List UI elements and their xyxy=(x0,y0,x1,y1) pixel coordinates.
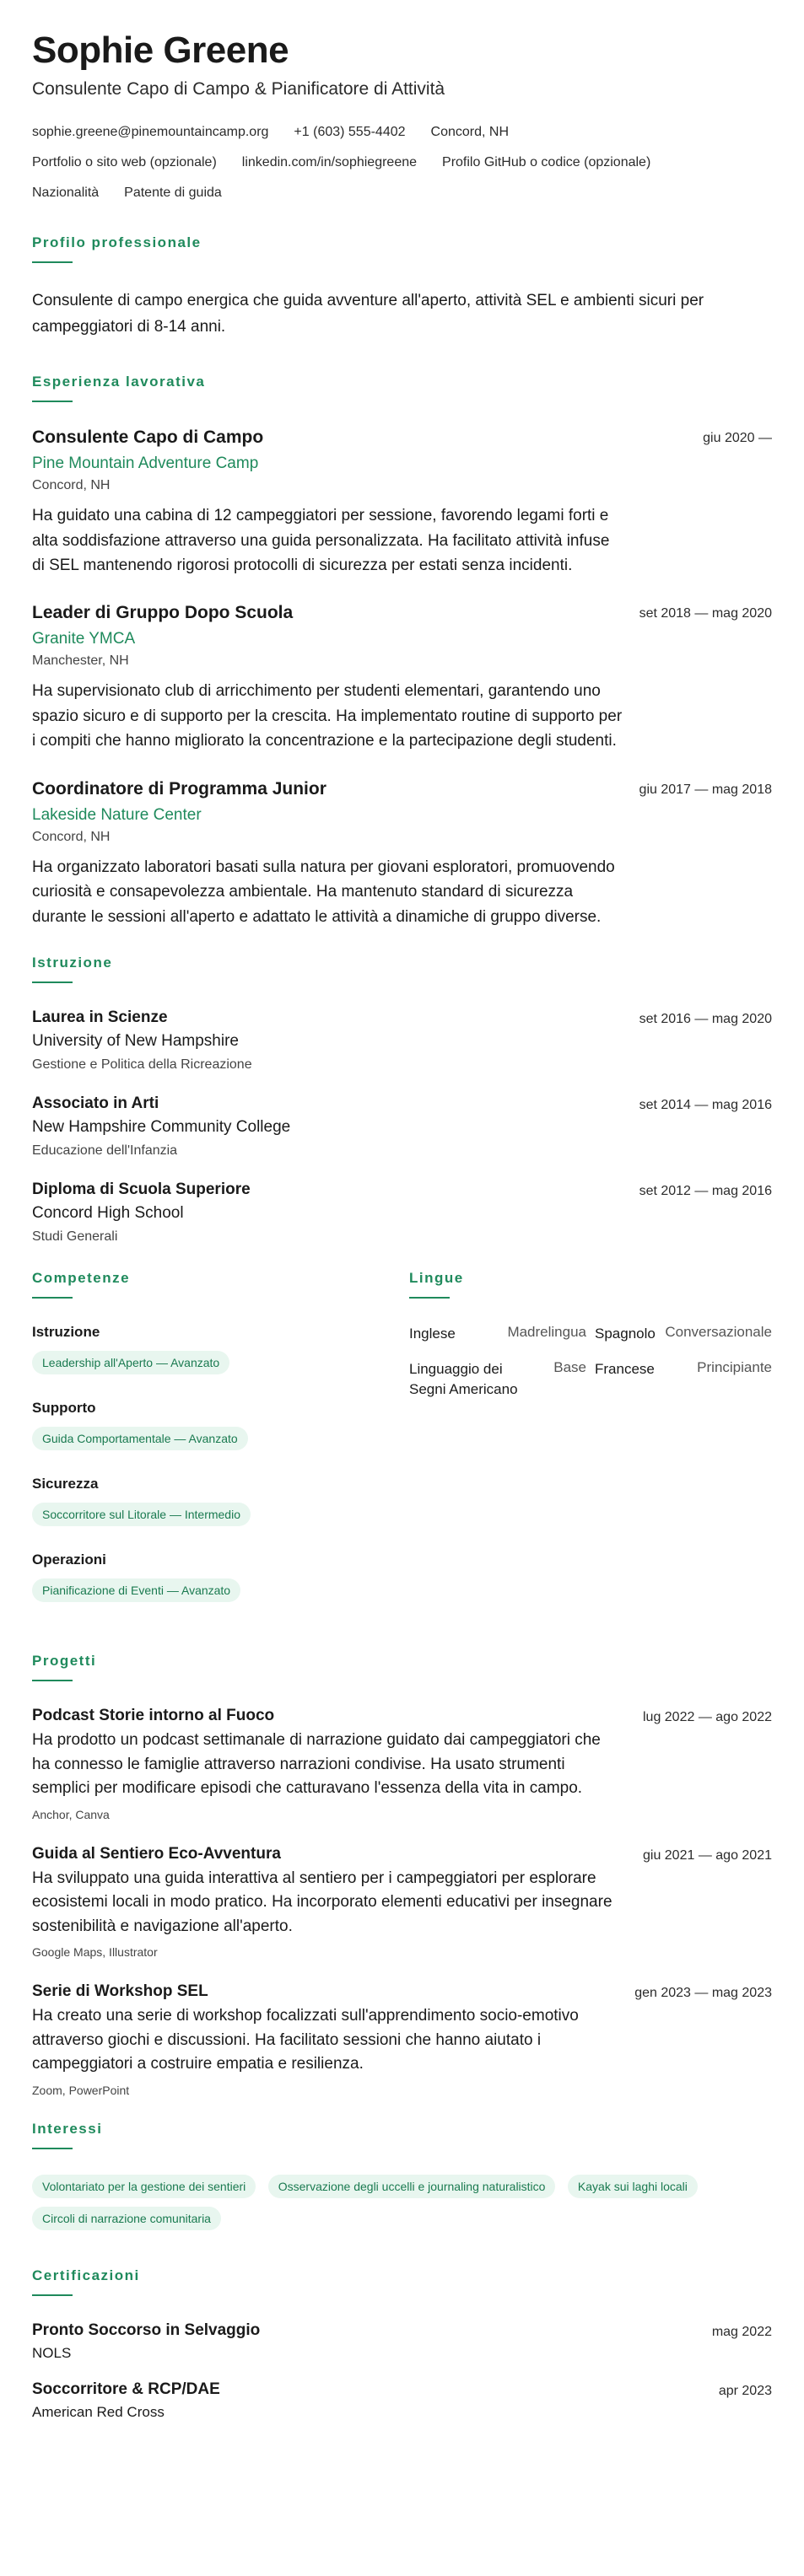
contact-driving-license: Patente di guida xyxy=(124,186,222,201)
degree-name: Laurea in Scienze xyxy=(32,1008,168,1027)
candidate-headline: Consulente Capo di Campo & Pianificatore di Attività xyxy=(32,79,445,99)
language-row xyxy=(409,1359,772,1400)
section-divider xyxy=(32,401,73,402)
education-section xyxy=(32,955,772,1245)
language-item xyxy=(595,1324,772,1344)
language-level: Madrelingua xyxy=(507,1324,586,1341)
language-name: Inglese xyxy=(409,1326,456,1342)
language-level: Conversazionale xyxy=(665,1324,772,1341)
field-of-study: Studi Generali xyxy=(32,1229,118,1245)
job-dates: giu 2020 — xyxy=(703,431,772,446)
school-name: New Hampshire Community College xyxy=(32,1118,291,1137)
interest-pill: Volontariato per la gestione dei sentieri xyxy=(32,2175,256,2198)
contact-email[interactable]: sophie.greene@pinemountaincamp.org xyxy=(32,125,269,140)
section-title-experience: Esperienza lavorativa xyxy=(32,374,206,390)
project-title: Guida al Sentiero Eco-Avventura xyxy=(32,1844,281,1863)
skill-group xyxy=(32,1552,403,1611)
job-description: Ha guidato una cabina di 12 campeggiatori per sessione, favorendo legami forti e alta soddisfazione attraverso una guida personalizzata. Ha facilitato attività infuse di SEL mantenendo rigorosi protocolli di sicurezza per estati senza incidenti. xyxy=(32,507,610,575)
certification-issuer: American Red Cross xyxy=(32,2403,165,2420)
job-description: Ha organizzato laboratori basati sulla natura per giovani esploratori, promuovendo curiosità e consapevolezza ambientale. Ha mantenuto standard di sicurezza durante le sessioni all'aperto e adattato le attività a dinamiche di gruppo diverse. xyxy=(32,858,615,926)
education-entry xyxy=(32,1008,772,1073)
experience-section xyxy=(32,374,772,929)
skill-category: Istruzione xyxy=(32,1324,100,1341)
skills-languages-row xyxy=(32,1270,772,1627)
education-entry xyxy=(32,1094,772,1159)
project-description: Ha sviluppato una guida interattiva al sentiero per i campeggiatori per esplorare ecosistemi locali in modo pratico. Ha incorporato elementi educativi per insegnare sostenibilità e navigazione all'aperto. xyxy=(32,1869,612,1935)
language-name: Linguaggio dei Segni Americano xyxy=(409,1360,518,1397)
job-title: Leader di Gruppo Dopo Scuola xyxy=(32,603,294,623)
projects-section xyxy=(32,1653,772,2097)
project-description: Ha prodotto un podcast settimanale di narrazione guidato dai campeggiatori che ha connesso le famiglie attraverso narrazioni condivise. Ha usato strumenti semplici per modificare episodi che catturavano l'essenza della vita in campo. xyxy=(32,1731,601,1798)
school-name: University of New Hampshire xyxy=(32,1032,239,1051)
summary-section xyxy=(32,234,772,340)
certification-name: Soccorritore & RCP/DAE xyxy=(32,2380,220,2398)
project-title: Serie di Workshop SEL xyxy=(32,1982,208,2001)
job-location: Manchester, NH xyxy=(32,653,129,669)
contact-portfolio[interactable]: Portfolio o sito web (opzionale) xyxy=(32,155,217,170)
certification-name: Pronto Soccorso in Selvaggio xyxy=(32,2321,261,2339)
section-title-languages: Lingue xyxy=(409,1270,464,1287)
section-title-skills: Competenze xyxy=(32,1270,131,1287)
school-name: Concord High School xyxy=(32,1204,184,1223)
project-tools: Zoom, PowerPoint xyxy=(32,2083,130,2097)
summary-text: Consulente di campo energica che guida avventure all'aperto, attività SEL e ambienti sicuri per campeggiatori di 8-14 anni. xyxy=(32,292,704,336)
project-dates: giu 2021 — ago 2021 xyxy=(642,1847,772,1863)
project-dates: lug 2022 — ago 2022 xyxy=(642,1710,772,1725)
education-dates: set 2012 — mag 2016 xyxy=(639,1184,772,1199)
job-description: Ha supervisionato club di arricchimento per studenti elementari, garantendo uno spazio sicuro e di supporto per la crescita. Ha implementato routine di supporto per i compiti che hanno migliorato la concentrazione e la partecipazione degli studenti. xyxy=(32,682,623,750)
experience-entry xyxy=(32,603,772,753)
project-entry xyxy=(32,1982,772,2097)
section-title-summary: Profilo professionale xyxy=(32,234,202,251)
language-item xyxy=(409,1359,586,1400)
certification-issuer: NOLS xyxy=(32,2344,72,2361)
field-of-study: Gestione e Politica della Ricreazione xyxy=(32,1057,252,1073)
section-title-projects: Progetti xyxy=(32,1653,97,1670)
language-row xyxy=(409,1324,772,1344)
language-item xyxy=(409,1324,586,1344)
language-level: Base xyxy=(553,1358,586,1375)
project-dates: gen 2023 — mag 2023 xyxy=(634,1986,772,2001)
employer-name: Pine Mountain Adventure Camp xyxy=(32,454,259,473)
section-divider xyxy=(32,1680,73,1681)
skill-pill: Soccorritore sul Litorale — Intermedio xyxy=(32,1503,251,1526)
contact-links xyxy=(32,155,772,186)
certification-entry xyxy=(32,2380,772,2421)
interest-pill: Osservazione degli uccelli e journaling naturalistico xyxy=(268,2175,556,2198)
skill-category: Operazioni xyxy=(32,1552,106,1568)
candidate-name: Sophie Greene xyxy=(32,30,289,71)
skill-group xyxy=(32,1400,403,1459)
contact-github[interactable]: Profilo GitHub o codice (opzionale) xyxy=(442,155,651,170)
skill-category: Supporto xyxy=(32,1400,96,1417)
employer-name: Granite YMCA xyxy=(32,630,136,648)
experience-entry xyxy=(32,428,772,578)
section-title-certifications: Certificazioni xyxy=(32,2267,140,2283)
section-divider xyxy=(409,1297,450,1299)
project-title: Podcast Storie intorno al Fuoco xyxy=(32,1707,275,1725)
section-divider xyxy=(32,981,73,983)
job-dates: set 2018 — mag 2020 xyxy=(639,606,772,621)
section-title-interests: Interessi xyxy=(32,2120,103,2137)
certifications-section xyxy=(32,2267,772,2421)
project-entry xyxy=(32,1845,772,1960)
field-of-study: Educazione dell'Infanzia xyxy=(32,1143,178,1159)
job-dates: giu 2017 — mag 2018 xyxy=(639,782,772,797)
language-item xyxy=(595,1359,772,1400)
job-title: Coordinatore di Programma Junior xyxy=(32,778,326,799)
skills-section xyxy=(32,1270,403,1627)
certification-date: mag 2022 xyxy=(711,2324,772,2339)
project-tools: Google Maps, Illustrator xyxy=(32,1945,158,1960)
skill-pill: Guida Comportamentale — Avanzato xyxy=(32,1427,248,1450)
interest-pill: Kayak sui laghi locali xyxy=(568,2175,698,2198)
contact-info xyxy=(32,125,772,155)
employer-name: Lakeside Nature Center xyxy=(32,805,202,824)
skill-category: Sicurezza xyxy=(32,1476,99,1492)
job-location: Concord, NH xyxy=(32,829,111,844)
language-name: Spagnolo xyxy=(595,1326,656,1342)
certification-date: apr 2023 xyxy=(718,2383,772,2398)
experience-entry xyxy=(32,779,772,929)
contact-linkedin[interactable]: linkedin.com/in/sophiegreene xyxy=(241,155,418,170)
section-divider xyxy=(32,2148,73,2149)
skill-group xyxy=(32,1324,403,1383)
language-level: Principiante xyxy=(697,1358,772,1375)
education-dates: set 2016 — mag 2020 xyxy=(639,1012,772,1027)
education-entry xyxy=(32,1180,772,1245)
contact-location: Concord, NH xyxy=(430,125,510,140)
contact-extra xyxy=(32,186,772,216)
interests-list xyxy=(32,2175,772,2239)
job-title: Consulente Capo di Campo xyxy=(32,428,264,448)
contact-phone[interactable]: +1 (603) 555-4402 xyxy=(294,125,406,140)
degree-name: Diploma di Scuola Superiore xyxy=(32,1180,251,1199)
section-divider xyxy=(32,261,73,263)
skill-group xyxy=(32,1476,403,1535)
degree-name: Associato in Arti xyxy=(32,1094,159,1113)
job-location: Concord, NH xyxy=(32,478,111,493)
interests-section xyxy=(32,2121,772,2239)
education-dates: set 2014 — mag 2016 xyxy=(639,1098,772,1113)
language-name: Francese xyxy=(595,1360,655,1377)
skill-pill: Leadership all'Aperto — Avanzato xyxy=(32,1351,229,1374)
project-entry xyxy=(32,1707,772,1821)
section-divider xyxy=(32,2294,73,2296)
section-divider xyxy=(32,1297,73,1299)
languages-section xyxy=(409,1270,772,1627)
certification-entry xyxy=(32,2321,772,2362)
section-title-education: Istruzione xyxy=(32,955,113,971)
skill-pill: Pianificazione di Eventi — Avanzato xyxy=(32,1578,240,1602)
project-tools: Anchor, Canva xyxy=(32,1807,110,1821)
project-description: Ha creato una serie di workshop focalizzati sull'apprendimento socio-emotivo attraverso giochi e discussioni. Ha facilitato sessioni che hanno aiutato i campeggiatori a costruire empatia e resilienza. xyxy=(32,2007,579,2073)
contact-nationality: Nazionalità xyxy=(32,186,100,201)
interest-pill: Circoli di narrazione comunitaria xyxy=(32,2207,221,2230)
